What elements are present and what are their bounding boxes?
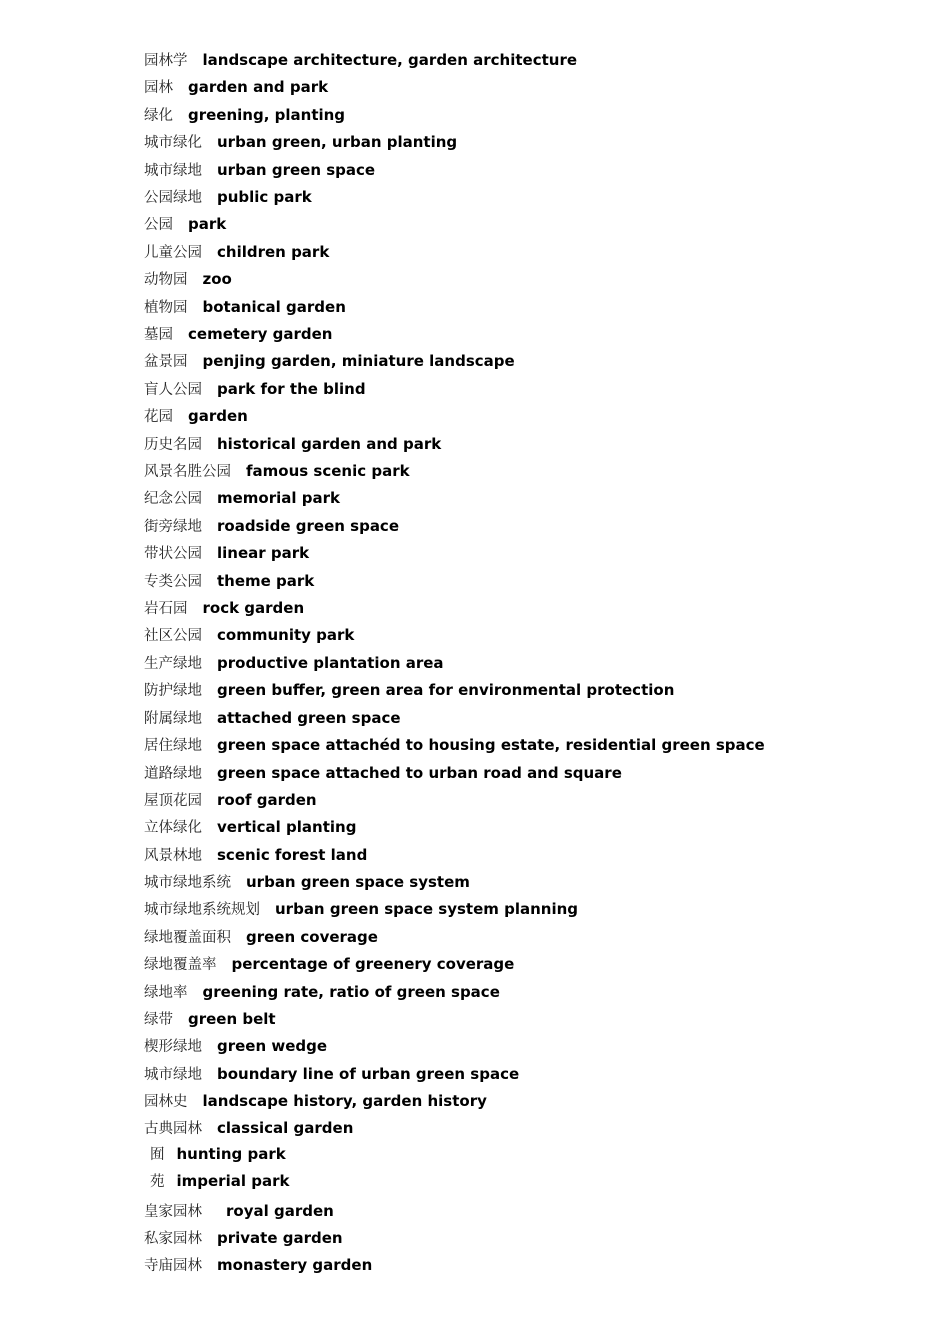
glossary-entry <box>144 898 578 920</box>
english-term: greening rate, ratio of green space <box>202 983 500 1001</box>
chinese-term: 楔形绿地 <box>144 1039 202 1055</box>
chinese-term: 城市绿地系统规划 <box>144 902 260 918</box>
chinese-term: 居住绿地 <box>144 738 202 754</box>
chinese-term: 城市绿化 <box>144 135 202 151</box>
chinese-term: 公园绿地 <box>144 190 202 206</box>
english-term: roadside green space <box>217 517 399 535</box>
chinese-term: 盆景园 <box>144 354 188 370</box>
english-term: green buffer, green area for environmental protection <box>217 681 675 699</box>
chinese-term: 植物园 <box>144 300 188 316</box>
english-term: famous scenic park <box>246 462 410 480</box>
glossary-entry <box>144 241 329 263</box>
english-term: monastery garden <box>217 1256 373 1274</box>
chinese-term: 绿地覆盖率 <box>144 957 217 973</box>
english-term: greening, planting <box>188 106 346 124</box>
chinese-term: 社区公园 <box>144 628 202 644</box>
glossary-entry <box>144 378 366 400</box>
glossary-entry <box>144 816 356 838</box>
glossary-entry <box>144 652 444 674</box>
chinese-term: 风景林地 <box>144 848 202 864</box>
glossary-entry <box>144 76 328 98</box>
english-term: urban green space <box>217 161 376 179</box>
english-term: vertical planting <box>217 818 357 836</box>
english-term: green space attached to urban road and square <box>217 764 622 782</box>
english-term: private garden <box>217 1229 343 1247</box>
glossary-entry <box>144 131 457 153</box>
glossary-entry <box>144 323 332 345</box>
glossary-entry <box>144 981 500 1003</box>
glossary-entry <box>144 104 345 126</box>
english-term: garden and park <box>188 78 329 96</box>
english-term: garden <box>188 407 248 425</box>
chinese-term: 历史名园 <box>144 437 202 453</box>
glossary-entry <box>144 515 399 537</box>
english-term: hunting park <box>176 1145 286 1163</box>
glossary-entry <box>144 1254 372 1276</box>
glossary-entry <box>144 487 340 509</box>
glossary-entry <box>144 926 378 948</box>
chinese-term: 园林 <box>144 80 173 96</box>
chinese-term: 苑 <box>150 1174 165 1190</box>
english-term: landscape architecture, garden architecture <box>202 51 578 69</box>
glossary-entry <box>144 350 515 372</box>
chinese-term: 专类公园 <box>144 574 202 590</box>
chinese-term: 城市绿地系统 <box>144 875 231 891</box>
chinese-term: 立体绿化 <box>144 820 202 836</box>
glossary-entry <box>144 460 410 482</box>
chinese-term: 带状公园 <box>144 546 202 562</box>
chinese-term: 寺庙园林 <box>144 1258 202 1274</box>
glossary-entry <box>144 1170 289 1192</box>
glossary-entry <box>144 159 375 181</box>
chinese-term: 园林史 <box>144 1094 188 1110</box>
glossary-entry <box>144 296 346 318</box>
glossary-entry <box>144 268 232 290</box>
chinese-term: 绿带 <box>144 1012 173 1028</box>
english-term: imperial park <box>176 1172 290 1190</box>
english-term: classical garden <box>217 1119 354 1137</box>
glossary-entry <box>144 570 314 592</box>
english-term: green space attachéd to housing estate, residential green space <box>217 736 765 754</box>
glossary-entry <box>144 844 367 866</box>
english-term: green belt <box>188 1010 276 1028</box>
english-term: urban green space system <box>246 873 470 891</box>
english-term: roof garden <box>217 791 317 809</box>
chinese-term: 囿 <box>150 1147 165 1163</box>
english-term: boundary line of urban green space <box>217 1065 520 1083</box>
glossary-entry <box>144 433 441 455</box>
glossary-entry <box>144 542 309 564</box>
chinese-term: 动物园 <box>144 272 188 288</box>
english-term: public park <box>217 188 312 206</box>
english-term: productive plantation area <box>217 654 444 672</box>
glossary-entry <box>144 789 317 811</box>
glossary-entry <box>144 1090 487 1112</box>
chinese-term: 绿地覆盖面积 <box>144 930 231 946</box>
glossary-entry <box>144 762 622 784</box>
english-term: landscape history, garden history <box>202 1092 487 1110</box>
english-term: scenic forest land <box>217 846 368 864</box>
english-term: green coverage <box>246 928 378 946</box>
chinese-term: 墓园 <box>144 327 173 343</box>
chinese-term: 风景名胜公园 <box>144 464 231 480</box>
english-term: theme park <box>217 572 315 590</box>
chinese-term: 生产绿地 <box>144 656 202 672</box>
english-term: memorial park <box>217 489 340 507</box>
english-term: zoo <box>202 270 232 288</box>
glossary-entry <box>144 1063 519 1085</box>
chinese-term: 儿童公园 <box>144 245 202 261</box>
glossary-entry <box>144 1143 286 1165</box>
chinese-term: 城市绿地 <box>144 163 202 179</box>
glossary-entry <box>144 871 470 893</box>
english-term: urban green space system planning <box>275 900 579 918</box>
english-term: botanical garden <box>202 298 346 316</box>
glossary-entry <box>144 405 248 427</box>
glossary-entry <box>144 624 354 646</box>
glossary-entry <box>144 597 304 619</box>
english-term: historical garden and park <box>217 435 442 453</box>
chinese-term: 盲人公园 <box>144 382 202 398</box>
chinese-term: 纪念公园 <box>144 491 202 507</box>
english-term: green wedge <box>217 1037 328 1055</box>
chinese-term: 附属绿地 <box>144 711 202 727</box>
english-term: cemetery garden <box>188 325 333 343</box>
chinese-term: 古典园林 <box>144 1121 202 1137</box>
glossary-entry <box>144 1200 334 1222</box>
english-term: children park <box>217 243 330 261</box>
english-term: linear park <box>217 544 310 562</box>
glossary-entry <box>144 734 765 756</box>
english-term: urban green, urban planting <box>217 133 458 151</box>
chinese-term: 公园 <box>144 217 173 233</box>
chinese-term: 绿地率 <box>144 985 188 1001</box>
english-term: penjing garden, miniature landscape <box>202 352 515 370</box>
chinese-term: 街旁绿地 <box>144 519 202 535</box>
glossary-entry <box>144 49 577 71</box>
glossary-entry <box>144 953 514 975</box>
chinese-term: 岩石园 <box>144 601 188 617</box>
chinese-term: 道路绿地 <box>144 766 202 782</box>
glossary-entry <box>144 1008 276 1030</box>
glossary-entry <box>144 1117 353 1139</box>
chinese-term: 屋顶花园 <box>144 793 202 809</box>
english-term: rock garden <box>202 599 305 617</box>
english-term: park for the blind <box>217 380 366 398</box>
glossary-entry <box>144 707 401 729</box>
chinese-term: 皇家园林 <box>144 1204 202 1220</box>
chinese-term: 城市绿地 <box>144 1067 202 1083</box>
glossary-entry <box>144 1227 343 1249</box>
english-term: royal garden <box>226 1202 334 1220</box>
english-term: park <box>188 215 227 233</box>
english-term: community park <box>217 626 355 644</box>
chinese-term: 防护绿地 <box>144 683 202 699</box>
chinese-term: 绿化 <box>144 108 173 124</box>
glossary-entry <box>144 679 674 701</box>
chinese-term: 私家园林 <box>144 1231 202 1247</box>
chinese-term: 花园 <box>144 409 173 425</box>
glossary-entry <box>144 1035 327 1057</box>
english-term: attached green space <box>217 709 401 727</box>
glossary-entry <box>144 186 312 208</box>
glossary-entry <box>144 213 226 235</box>
chinese-term: 园林学 <box>144 53 188 69</box>
english-term: percentage of greenery coverage <box>231 955 515 973</box>
